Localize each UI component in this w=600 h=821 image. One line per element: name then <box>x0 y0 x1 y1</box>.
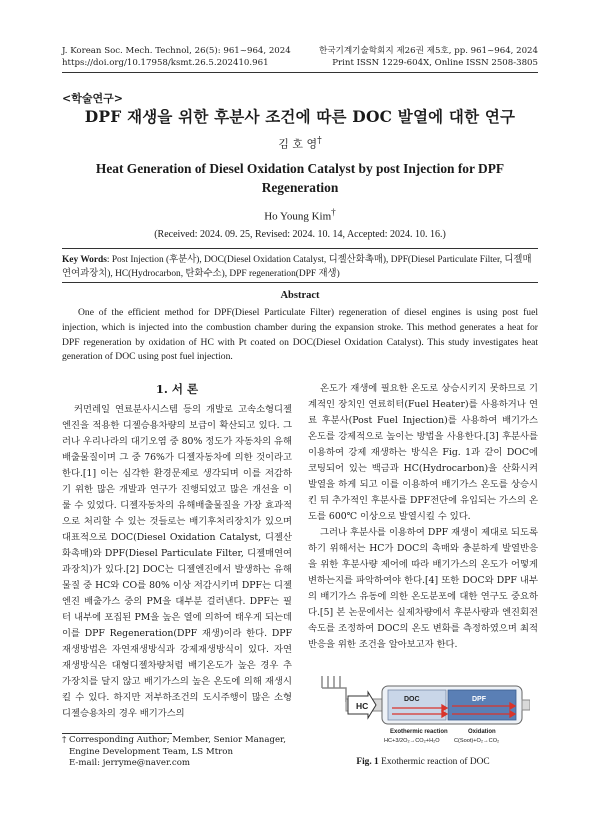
journal-citation-ko: 한국기계기술학회지 제26권 제5호, pp. 961~964, 2024 <box>318 46 538 56</box>
exothermic-label: Exothermic reaction <box>390 729 448 735</box>
doc-block <box>388 690 446 720</box>
author-english-name: Ho Young Kim <box>264 210 332 223</box>
keywords-text: : Post Injection (후분사), DOC(Diesel Oxidation Catalyst, 디젤산화촉매), DPF(Diesel Particulate Filter, 디젤매연여과장치), HC(Hydrocarbon, 탄화수소), DPF regeneration(DPF 재생) <box>62 255 532 279</box>
corresponding-mark-en: † <box>331 207 336 217</box>
author-english <box>0 207 600 223</box>
keywords-block <box>62 253 538 281</box>
oxidation-label: Oxidation <box>468 729 496 735</box>
title-english: Heat Generation of Diesel Oxidation Catalyst by post Injection for DPF Regeneration <box>95 161 505 195</box>
paragraph: 온도가 재생에 필요한 온도로 상승시키지 못하므로 기계적인 장치인 연료히터(Fuel Heater)를 사용하거나 연료 후분사(Post Fuel Injection)를 사용하여 배기가스온도를 강제적으로 높이는 방법을 사용한다.[3] 후분사를 이용하여 강제 재생하는 방식은 Fig. 1과 같이 DOC에 코팅되어 있는 백금과 HC(Hydrocarbon)을 산화시켜 발열을 하게 되고 이를 이용하여 배기가스 온도를 상승시킨 뒤 추가적인 후분사를 DPF전단에 유입되는 가스의 온도를 600℃ 이상으로 발열시킬 수 있다. <box>308 383 538 522</box>
oxidation-equation: C(Soot)+O₂→CO₂ <box>454 738 500 744</box>
keywords-top-rule <box>62 248 538 249</box>
exhaust-manifold-icon <box>322 676 346 702</box>
outlet-pipe <box>522 700 530 710</box>
figure-caption-text: Exothermic reaction of DOC <box>381 757 490 767</box>
figure-caption <box>308 757 538 767</box>
corresponding-mark: † <box>317 135 322 146</box>
figure-number: Fig. 1 <box>356 757 379 767</box>
exothermic-equation: HC+3/2O₂→CO₂+H₂O <box>384 738 440 744</box>
keywords-label: Key Words <box>62 255 107 265</box>
doc-label: DOC <box>404 696 420 703</box>
figure-doc-diagram <box>320 672 530 752</box>
doi-link[interactable]: https://doi.org/10.17958/ksmt.26.5.202410.961 <box>62 58 269 68</box>
footnote <box>62 735 294 770</box>
dpf-block <box>448 690 516 720</box>
footnote-line: † Corresponding Author; Member, Senior Manager, <box>62 735 286 745</box>
issn-info: Print ISSN 1229-604X, Online ISSN 2508-3805 <box>332 58 538 68</box>
body-column-left <box>62 402 292 732</box>
dpf-label: DPF <box>472 696 486 703</box>
footnote-divider <box>62 733 172 734</box>
author-korean-name: 김 호 영 <box>278 137 318 151</box>
body-column-right <box>308 381 538 661</box>
header-divider <box>62 72 538 73</box>
journal-citation: J. Korean Soc. Mech. Technol, 26(5): 961~964, 2024 <box>62 46 291 56</box>
abstract-title: Abstract <box>280 290 320 301</box>
keywords-bottom-rule <box>62 282 538 283</box>
paragraph: 커먼레일 연료분사시스템 등의 개발로 고속소형디젤엔진을 적용한 디젤승용차량의 보급이 확산되고 있다. 그러나 우리나라의 대기오염 중 80% 정도가 자동차의 유해배출물질이며 그 중 76%가 디젤자동차에 의한 것이라고 한다.[1] 이는 심각한 환경문제로 생각되며 이를 저감하기 위한 많은 개발과 연구가 진행되었고 많은 개선을 이룰 수 있었다. 디젤자동차의 유해배출물질을 가장 효과적으로 처리할 수 있는 것들로는 배기후처리장치가 있으며 대표적으로 DOC(Diesel Oxidation Catalyst, 디젤산화촉매)와 DPF(Diesel Particulate Filter, 디젤매연여과장치)가 있다.[2] DOC는 디젤엔진에서 발생하는 유해물질 중 HC와 CO를 80% 이상 저감시키며 DPF는 디젤엔진 배출가스 중의 PM을 대부분 걸러낸다. DPF는 필터 내부에 포집된 PM을 높은 열에 의하여 태우게 되는데 이를 DPF Regeneration(DPF 재생)이라 한다. DPF 재생방법은 자연재생방식과 강제재생방식이 있다. 자연재생방식은 대형디젤차량처럼 배기온도가 높은 경우 추가장치를 달지 않고 배기가스의 높은 온도에 의해 재생시킬 수 있다. 하지만 저부하조건의 도시주행이 많은 소형디젤승용차의 경우 배기가스의 <box>62 404 292 719</box>
article-category: <학술연구> <box>62 92 123 105</box>
author-korean <box>0 135 600 152</box>
section-intro-title: 1. 서 론 <box>155 382 199 396</box>
title-korean: DPF 재생을 위한 후분사 조건에 따른 DOC 발열에 대한 연구 <box>84 107 516 126</box>
abstract-body: One of the efficient method for DPF(Diesel Particulate Filter) regeneration of diesel engines is using post fuel injection, which is injected into the combustion chamber during the expansion stroke. This method generates a heat for DPF regeneration by oxidation of HC with Pt coated on DOC(Diesel Oxidation Catalyst). This study investigates heat generation of DOC using post fuel injection. <box>62 307 538 363</box>
footnote-line: Engine Development Team, LS Mtron <box>69 746 233 757</box>
received-dates: (Received: 2024. 09. 25, Revised: 2024. 10. 14, Accepted: 2024. 10. 16.) <box>154 229 446 240</box>
hc-label: HC <box>356 701 369 711</box>
paragraph: 그러나 후분사를 이용하여 DPF 재생이 제대로 되도록 하기 위해서는 HC가 DOC의 촉매와 충분하게 발열반응을 위한 후분사량 제어에 따라 배기가스의 온도가 어떻게 변하는지를 파악하여야 한다.[4] 또한 DOC와 DPF 내부의 배기가스 유동에 의한 온도분포에 대한 연구도 중요하다.[5] 본 논문에서는 실제차량에서 후분사량과 엔진회전속도를 조정하여 DOC의 온도 변화를 측정하였으며 최적반응을 위한 조건을 알아보고자 한다. <box>308 527 538 650</box>
footnote-email[interactable]: E-mail: jerryme@naver.com <box>69 758 191 768</box>
